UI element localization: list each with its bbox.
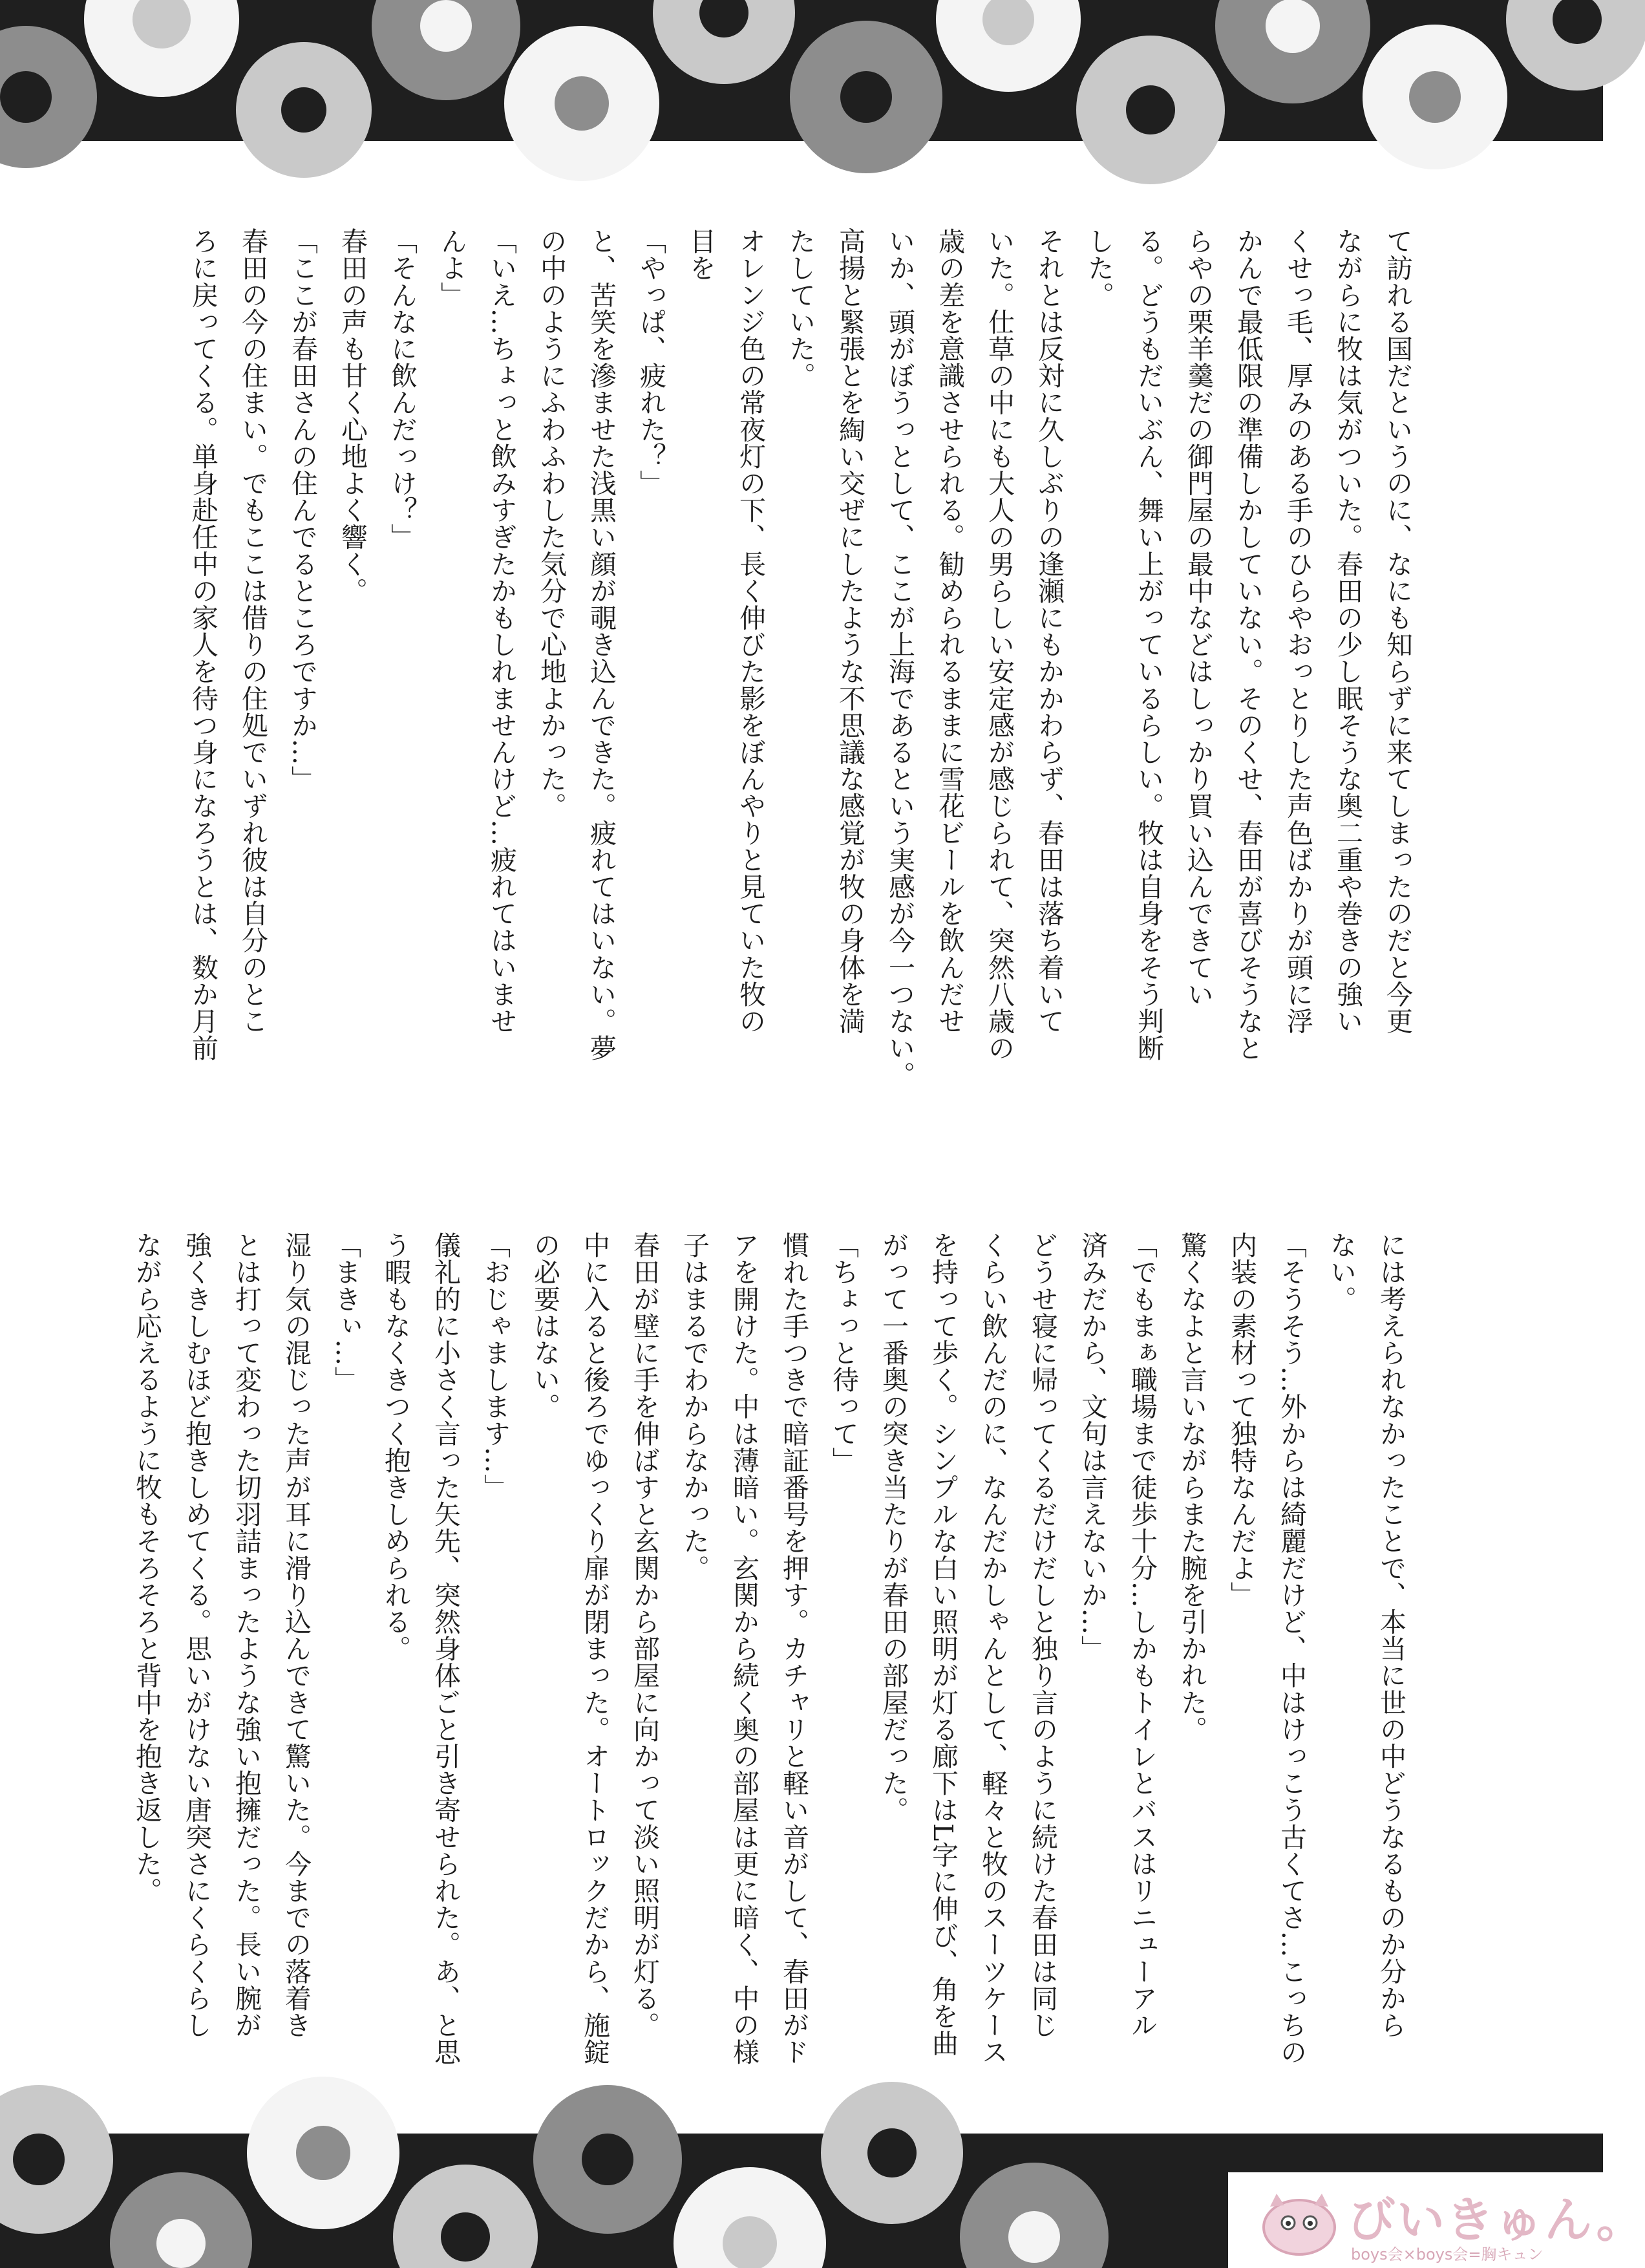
text-line: 湿り気の混じった声が耳に滑り込んできて驚いた。今までの落着き xyxy=(281,1232,312,2038)
text-line: 「まきぃ…」 xyxy=(330,1232,361,1393)
pink-mascot-icon xyxy=(1257,2187,1341,2258)
text-line: 済みだから、文句は言えないか…」 xyxy=(1077,1232,1108,1662)
lower-text-block xyxy=(122,1232,1416,2117)
text-line: 春田の今の住まい。でもここは借りの住処でいずれ彼は自分のとこ xyxy=(237,228,268,1034)
text-line: 儀礼的に小さく言った矢先、突然身体ごと引き寄せられた。あ、と思 xyxy=(430,1232,461,2066)
text-line: がって一番奥の突き当たりが春田の部屋だった。 xyxy=(878,1232,909,1824)
text-line: くらい飲んだのに、なんだかしゃんとして、軽々と牧のスーツケース xyxy=(977,1232,1008,2066)
text-line: て訪れる国だというのに、なにも知らずに来てしまったのだと今更 xyxy=(1382,228,1413,1034)
text-line: 春田が壁に手を伸ばすと玄関から部屋に向かって淡い照明が灯る。 xyxy=(629,1232,660,2038)
text-line: と、苦笑を滲ませた浅黒い顔が覗き込んできた。疲れてはいない。夢 xyxy=(586,228,617,1062)
text-line: の中のようにふわふわした気分で心地よかった。 xyxy=(536,228,567,820)
text-line: る。どうもだいぶん、舞い上がっているらしい。牧は自身をそう判断 xyxy=(1133,228,1164,1062)
flower-pattern-top xyxy=(0,0,1603,141)
watermark xyxy=(1244,2182,1645,2266)
text-line: には考えられなかったことで、本当に世の中どうなるものか分から xyxy=(1375,1232,1406,2038)
watermark-subtitle: boys会×boys会=胸キュン xyxy=(1351,2245,1544,2263)
text-line: 「いえ…ちょっと飲みすぎたかもしれませんけど…疲れてはいませ xyxy=(486,228,517,1034)
text-line: くせっ毛、厚みのある手のひらやおっとりした声色ばかりが頭に浮 xyxy=(1282,228,1313,1034)
text-line: 子はまるでわからなかった。 xyxy=(679,1232,710,1581)
text-line: とは打って変わった切羽詰まったような強い抱擁だった。長い腕が xyxy=(231,1232,262,2038)
text-line: 高揚と緊張とを綯い交ぜにしたような不思議な感覚が牧の身体を満 xyxy=(834,228,865,1034)
text-line: どうせ寝に帰ってくるだけだしと独り言のように続けた春田は同じ xyxy=(1027,1232,1058,2038)
watermark-title: びいきゅん。 xyxy=(1348,2192,1645,2248)
text-line: 「ちょっと待って」 xyxy=(828,1232,859,1474)
text-line: ながら応えるように牧もそろそろと背中を抱き返した。 xyxy=(131,1232,162,1904)
text-line: それとは反対に久しぶりの逢瀬にもかかわらず、春田は落ち着いて xyxy=(1034,228,1065,1034)
text-line: の必要はない。 xyxy=(529,1232,560,1420)
text-line: いた。仕草の中にも大人の男らしい安定感が感じられて、突然八歳の xyxy=(984,228,1015,1062)
text-line: 「そうそう…外からは綺麗だけど、中はけっこう古くてさ…こっちの xyxy=(1276,1232,1307,2066)
text-line: う暇もなくきつく抱きしめられる。 xyxy=(380,1232,411,1662)
text-line: 「おじゃまします…」 xyxy=(480,1232,511,1501)
text-line: 春田の声も甘く心地よく響く。 xyxy=(337,228,368,604)
upper-text-block xyxy=(178,228,1422,1146)
text-line: ない。 xyxy=(1326,1232,1357,1312)
text-line: らやの栗羊羹だの御門屋の最中などはしっかり買い込んできてい xyxy=(1183,228,1214,1008)
text-line: 「やっぱ、疲れた？」 xyxy=(635,228,666,497)
decorative-flower-band-top xyxy=(0,0,1603,141)
text-line: 目を xyxy=(685,228,716,282)
text-line: 「そんなに飲んだっけ？」 xyxy=(387,228,418,551)
text-line: かんで最低限の準備しかしていない。そのくせ、春田が喜びそうなと xyxy=(1233,228,1264,1062)
text-line: ろに戻ってくる。単身赴任中の家人を待つ身になろうとは、数か月前 xyxy=(187,228,218,1062)
text-line: 驚くなよと言いながらまた腕を引かれた。 xyxy=(1176,1232,1207,1743)
text-line: たしていた。 xyxy=(785,228,816,389)
text-line: した。 xyxy=(1083,228,1114,308)
text-line: んよ」 xyxy=(436,228,467,308)
text-line: 中に入ると後ろでゆっくり扉が閉まった。オートロックだから、施錠 xyxy=(579,1232,610,2066)
text-line: 「でもまぁ職場まで徒歩十分…しかもトイレとバスはリニューアル xyxy=(1127,1232,1158,2038)
text-line: いか、頭がぼうっとして、ここが上海であるという実感が今一つない。 xyxy=(884,228,915,1089)
text-line: 強くきしむほど抱きしめてくる。思いがけない唐突さにくらくらし xyxy=(181,1232,212,2038)
text-line: 「ここが春田さんの住んでるところですか…」 xyxy=(287,228,318,793)
text-line: 内装の素材って独特なんだよ」 xyxy=(1226,1232,1257,1609)
text-line: 歳の差を意識させられる。勧められるままに雪花ビールを飲んだせ xyxy=(934,228,965,1034)
text-line: オレンジ色の常夜灯の下、長く伸びた影をぼんやりと見ていた牧の xyxy=(735,228,766,1034)
text-line: ながらに牧は気がついた。春田の少し眠そうな奥二重や巻きの強い xyxy=(1332,228,1363,1034)
text-line: アを開けた。中は薄暗い。玄関から続く奥の部屋は更に暗く、中の様 xyxy=(728,1232,759,2066)
text-line: 慣れた手つきで暗証番号を押す。カチャリと軽い音がして、春田がド xyxy=(778,1232,809,2066)
text-line: を持って歩く。シンプルな白い照明が灯る廊下はL字に伸び、角を曲 xyxy=(928,1232,959,2057)
